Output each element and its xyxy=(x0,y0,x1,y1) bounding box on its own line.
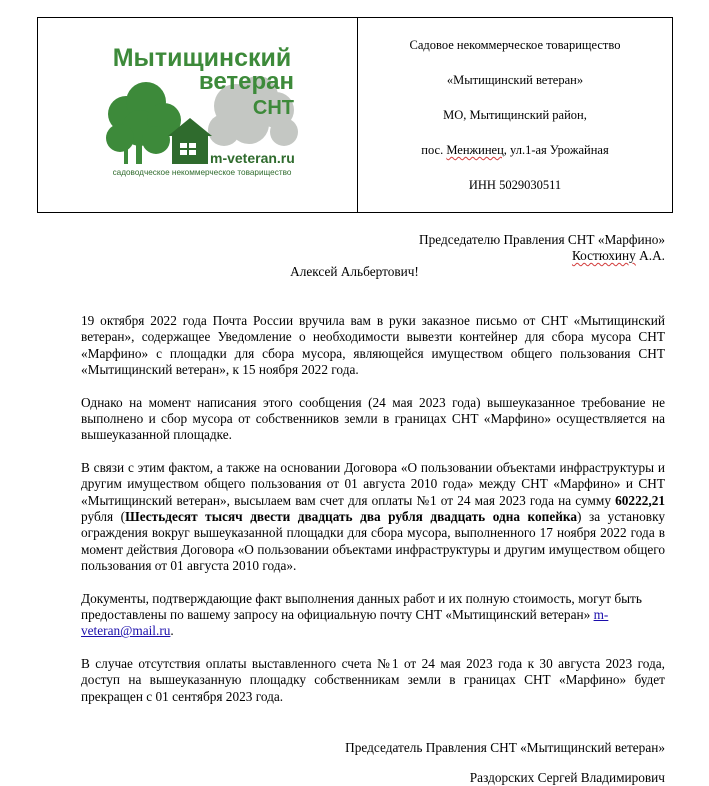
paragraph-3-text-c: ) за установку ограждения вокруг вышеуказанной площадки для сбора мусора, выполненного 17 ноября 2022 года в момент действия Договора «О пользовании объектами инфраструктуры и другим имуществом общего пользования от 01 августа 2010 года». xyxy=(81,508,666,573)
greeting: Алексей Альбертович! xyxy=(290,264,419,279)
logo-subtitle: садоводческое некоммерческое товарищество xyxy=(112,168,292,177)
organization-logo xyxy=(106,44,298,178)
logo-line1: Мытищинский xyxy=(112,44,292,72)
signature-name: Раздорских Сергей Владимирович xyxy=(469,770,665,785)
org-type: Садовое некоммерческое товарищество xyxy=(409,37,621,52)
paragraph-2: Однако на момент написания этого сообщения (24 мая 2023 года) вышеуказанное требование не выполнено и сбор мусора от собственников земли в границах СНТ «Марфино» осуществляется на вышеуказанной площадке. xyxy=(81,394,665,443)
green-trees-icon xyxy=(106,82,181,164)
paragraph-4-text-b: . xyxy=(170,623,174,639)
invoice-amount-words: Шестьдесят тысяч двести двадцать два рубля двадцать одна копейка xyxy=(125,508,577,524)
logo-line3: СНТ xyxy=(252,97,294,119)
paragraph-5: В случае отсутствия оплаты выставленного счета №1 от 24 мая 2023 года к 30 августа 2023 года, доступ на вышеуказанную площадку собственникам земли в границах СНТ «Марфино» будет прекращен с 01 сентября 2023 года. xyxy=(81,656,665,704)
email-link[interactable]: m-veteran@mail.ru xyxy=(81,606,609,639)
paragraph-3 xyxy=(81,460,665,574)
paragraph-3-text-a: В связи с этим фактом, а также на основании Договора «О пользовании объектами инфраструктуры и другим имуществом общего пользования от 01 августа 2010 года» между СНТ «Марфино» и СНТ «Мытищинский ветеран», высылаем вам счет для оплаты №1 от 24 мая 2023 года на сумму xyxy=(81,460,665,508)
org-address xyxy=(421,133,608,168)
invoice-amount: 60222,21 xyxy=(615,492,665,508)
organization-details xyxy=(358,18,672,212)
signature-title: Председатель Правления СНТ «Мытищинский ветеран» xyxy=(345,740,665,755)
addressee-surname: Костюхину xyxy=(571,248,636,263)
logo-cell xyxy=(38,18,358,212)
org-inn: ИНН 5029030511 xyxy=(468,177,562,192)
paragraph-1: 19 октября 2022 года Почта России вручила вам в руки заказное письмо от СНТ «Мытищинский ветеран», содержащее Уведомление о необходимости вывезти контейнер для сбора мусора СНТ «Марфино» с площадки для сбора мусора, являющейся имуществом общего пользования СНТ «Мытищинский ветеран», к 15 ноября 2022 года. xyxy=(81,313,665,377)
org-region: МО, Мытищинский район, xyxy=(443,107,587,122)
letter-body xyxy=(81,313,665,721)
letterhead-table xyxy=(37,17,673,213)
logo-line2: ветеран xyxy=(198,68,294,95)
logo-graphic xyxy=(106,44,298,178)
logo-site: m-veteran.ru xyxy=(210,150,295,166)
org-address-settlement: Менжинец xyxy=(446,142,504,157)
org-name: «Мытищинский ветеран» xyxy=(446,72,584,87)
addressee-name xyxy=(419,248,665,264)
org-address-street: , ул.1-ая Урожайная xyxy=(503,142,609,157)
addressee-title: Председателю Правления СНТ «Марфино» xyxy=(418,232,665,247)
paragraph-4-text-a: Документы, подтверждающие факт выполнения данных работ и их полную стоимость, могут быть предоставлены по вашему запросу на официальную почту СНТ «Мытищинский ветеран» xyxy=(81,590,642,622)
paragraph-4 xyxy=(81,591,665,640)
addressee-block xyxy=(419,232,665,264)
org-address-prefix: пос. xyxy=(421,142,444,157)
signature-block xyxy=(345,740,665,786)
paragraph-3-text-b: рубля ( xyxy=(81,508,126,524)
addressee-initials: А.А. xyxy=(635,248,665,263)
